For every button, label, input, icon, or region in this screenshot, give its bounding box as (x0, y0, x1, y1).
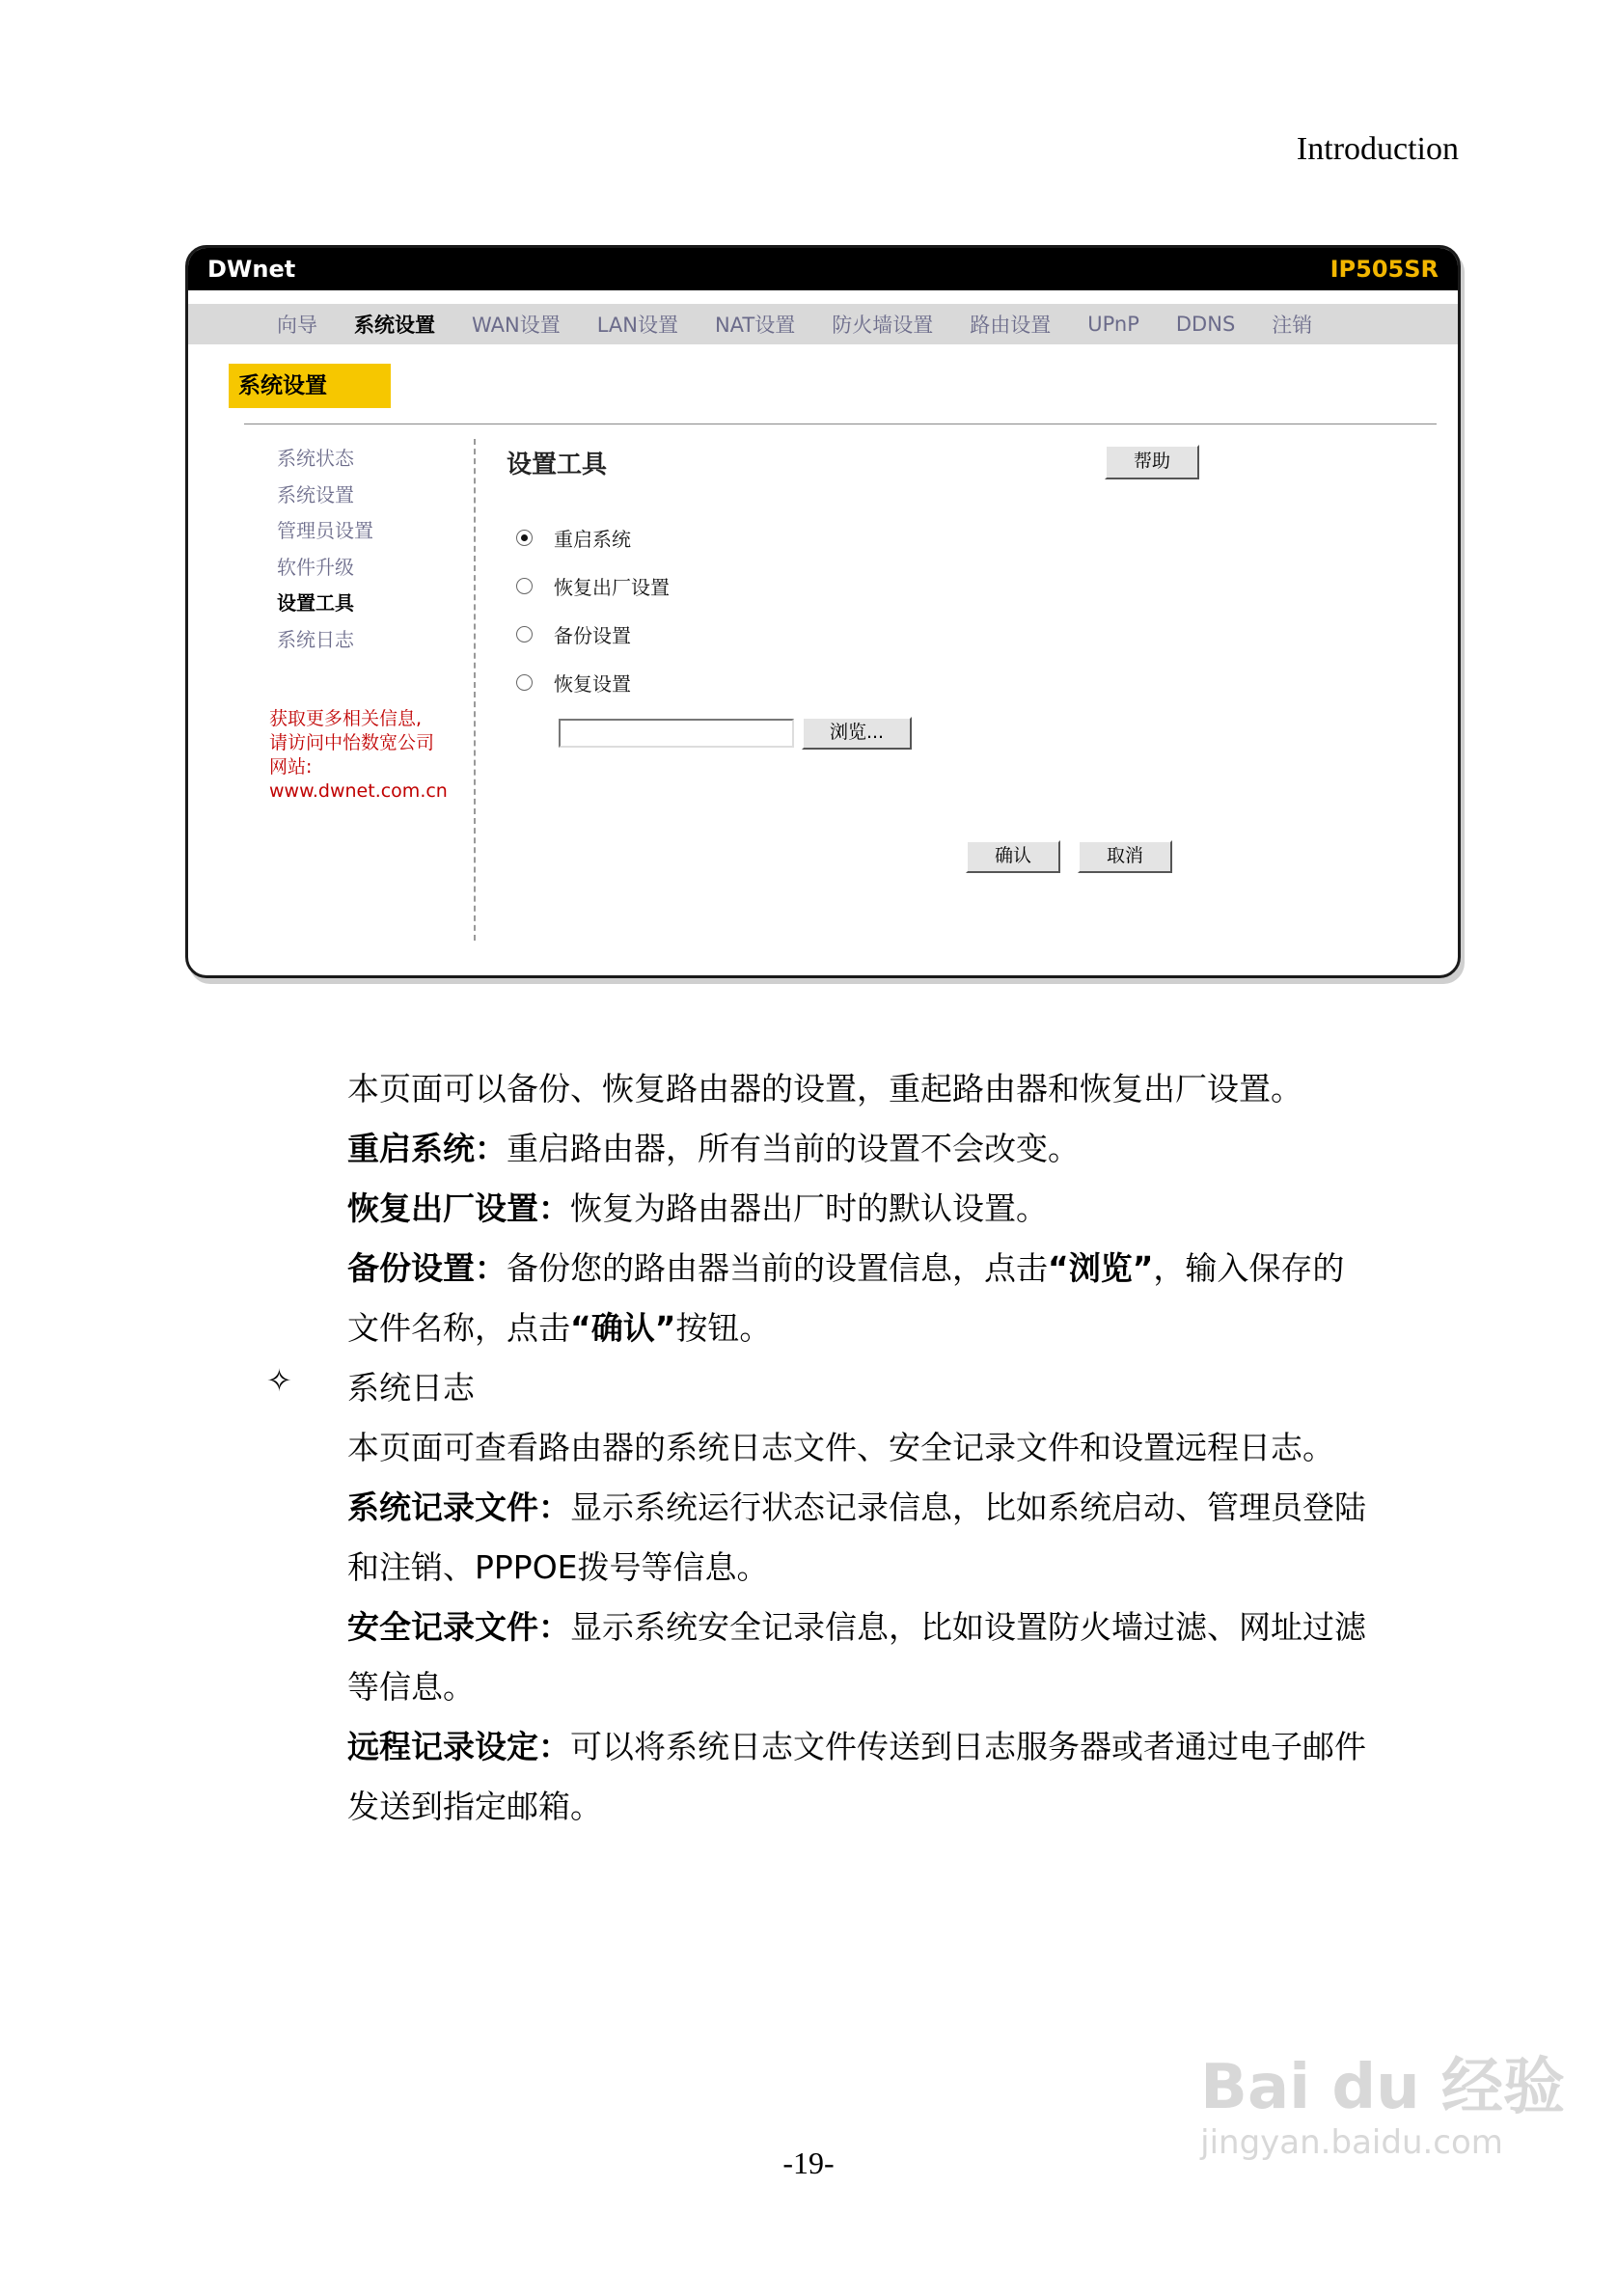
paragraph-backup (347, 1239, 1466, 1298)
file-path-input[interactable] (559, 719, 794, 748)
sidebar (277, 443, 470, 660)
nav-item-lan[interactable]: LAN设置 (596, 314, 678, 337)
sidebar-item-upgrade[interactable]: 软件升级 (277, 555, 354, 579)
paragraph-factory (347, 1179, 1466, 1239)
radio-restart[interactable] (516, 530, 533, 546)
nav-item-system[interactable]: 系统设置 (354, 314, 435, 337)
paragraph-backup-cont (347, 1298, 1466, 1358)
option-backup-label: 备份设置 (554, 624, 631, 647)
backup-browse-ref: “浏览” (1048, 1249, 1154, 1287)
option-restore[interactable] (516, 669, 631, 697)
radio-backup[interactable] (516, 626, 533, 642)
paragraph-security-cont: 等信息。 (347, 1668, 475, 1706)
nav-item-nat[interactable]: NAT设置 (714, 314, 796, 337)
option-restore-label: 恢复设置 (554, 672, 631, 696)
sidebar-item-tools[interactable]: 设置工具 (277, 591, 354, 615)
desc-backup-2: ，输入保存的 (1153, 1249, 1345, 1287)
radio-restore[interactable] (516, 674, 533, 691)
sidebar-separator (474, 439, 476, 941)
watermark-sub: jingyan.baidu.com (1200, 2123, 1503, 2162)
section-tab: 系统设置 (229, 364, 391, 408)
radio-factory-reset[interactable] (516, 578, 533, 594)
confirm-button[interactable]: 确认 (966, 840, 1060, 873)
sidebar-item-settings[interactable]: 系统设置 (277, 482, 354, 506)
running-header: Introduction (1296, 131, 1459, 167)
sidebar-item-log[interactable]: 系统日志 (277, 627, 354, 651)
nav-item-upnp[interactable]: UPnP (1087, 313, 1139, 336)
term-syslog: 系统记录文件： (347, 1489, 570, 1526)
option-factory-reset[interactable] (516, 572, 670, 600)
help-button[interactable]: 帮助 (1105, 445, 1199, 479)
desc-remote-1: 可以将系统日志文件传送到日志服务器或者通过电子邮件 (570, 1728, 1366, 1765)
cancel-button[interactable]: 取消 (1078, 840, 1172, 873)
body-text (347, 1059, 1466, 1837)
paragraph-syslog-cont: 和注销、PPPOE拨号等信息。 (347, 1548, 769, 1586)
term-factory: 恢复出厂设置： (347, 1189, 570, 1227)
option-restart-label: 重启系统 (554, 528, 631, 551)
note-line-1: 获取更多相关信息, (269, 708, 423, 729)
desc-restart: 重启路由器，所有当前的设置不会改变。 (507, 1130, 1080, 1167)
nav-item-firewall[interactable]: 防火墙设置 (832, 314, 934, 337)
paragraph-syslog (347, 1478, 1466, 1538)
page-number: -19- (782, 2146, 835, 2180)
router-titlebar (188, 248, 1458, 290)
term-backup: 备份设置： (347, 1249, 507, 1287)
note-line-3: 网站: (269, 756, 313, 778)
option-backup[interactable] (516, 620, 631, 648)
desc-backup-1: 备份您的路由器当前的设置信息，点击 (507, 1249, 1048, 1287)
desc-backup-4: 按钮。 (675, 1309, 772, 1347)
term-remote: 远程记录设定： (347, 1728, 570, 1765)
nav-item-logout[interactable]: 注销 (1272, 314, 1313, 337)
baidu-watermark (1200, 2052, 1565, 2162)
paragraph-log-intro: 本页面可查看路由器的系统日志文件、安全记录文件和设置远程日志。 (347, 1429, 1334, 1466)
desc-security-1: 显示系统安全记录信息，比如设置防火墙过滤、网址过滤 (570, 1608, 1366, 1646)
sidebar-item-admin[interactable]: 管理员设置 (277, 519, 373, 542)
nav-item-wan[interactable]: WAN设置 (472, 314, 561, 337)
sidebar-item-status[interactable]: 系统状态 (277, 447, 354, 470)
paragraph-intro: 本页面可以备份、恢复路由器的设置，重起路由器和恢复出厂设置。 (347, 1070, 1302, 1107)
backup-ok-ref: “确认” (570, 1309, 676, 1347)
nav-item-wizard[interactable]: 向导 (277, 314, 317, 337)
term-security: 安全记录文件： (347, 1608, 570, 1646)
option-restart[interactable] (516, 524, 631, 552)
heading-log: 系统日志 (347, 1369, 475, 1407)
info-note (269, 707, 472, 804)
router-screenshot (185, 245, 1461, 978)
model-label: IP505SR (1329, 256, 1439, 283)
browse-button[interactable]: 浏览... (802, 717, 912, 750)
panel-title: 设置工具 (507, 451, 608, 479)
desc-factory: 恢复为路由器出厂时的默认设置。 (570, 1189, 1048, 1227)
desc-syslog-1: 显示系统运行状态记录信息，比如系统启动、管理员登陆 (570, 1489, 1366, 1526)
option-factory-reset-label: 恢复出厂设置 (554, 576, 670, 599)
nav-item-routing[interactable]: 路由设置 (970, 314, 1052, 337)
website-link[interactable]: www.dwnet.com.cn (269, 780, 448, 802)
paragraph-remote (347, 1717, 1466, 1777)
top-nav (188, 304, 1458, 344)
term-restart: 重启系统： (347, 1130, 507, 1167)
paragraph-security (347, 1598, 1466, 1657)
nav-item-ddns[interactable]: DDNS (1175, 313, 1236, 336)
brand-label: DWnet (207, 256, 296, 283)
diamond-bullet-icon: ✧ (266, 1362, 292, 1399)
note-line-2: 请访问中怡数宽公司 (269, 732, 435, 753)
watermark-main: Bai du 经验 (1200, 2052, 1565, 2123)
paragraph-remote-cont: 发送到指定邮箱。 (347, 1788, 602, 1825)
desc-backup-3: 文件名称，点击 (347, 1309, 570, 1347)
paragraph-restart (347, 1119, 1466, 1179)
